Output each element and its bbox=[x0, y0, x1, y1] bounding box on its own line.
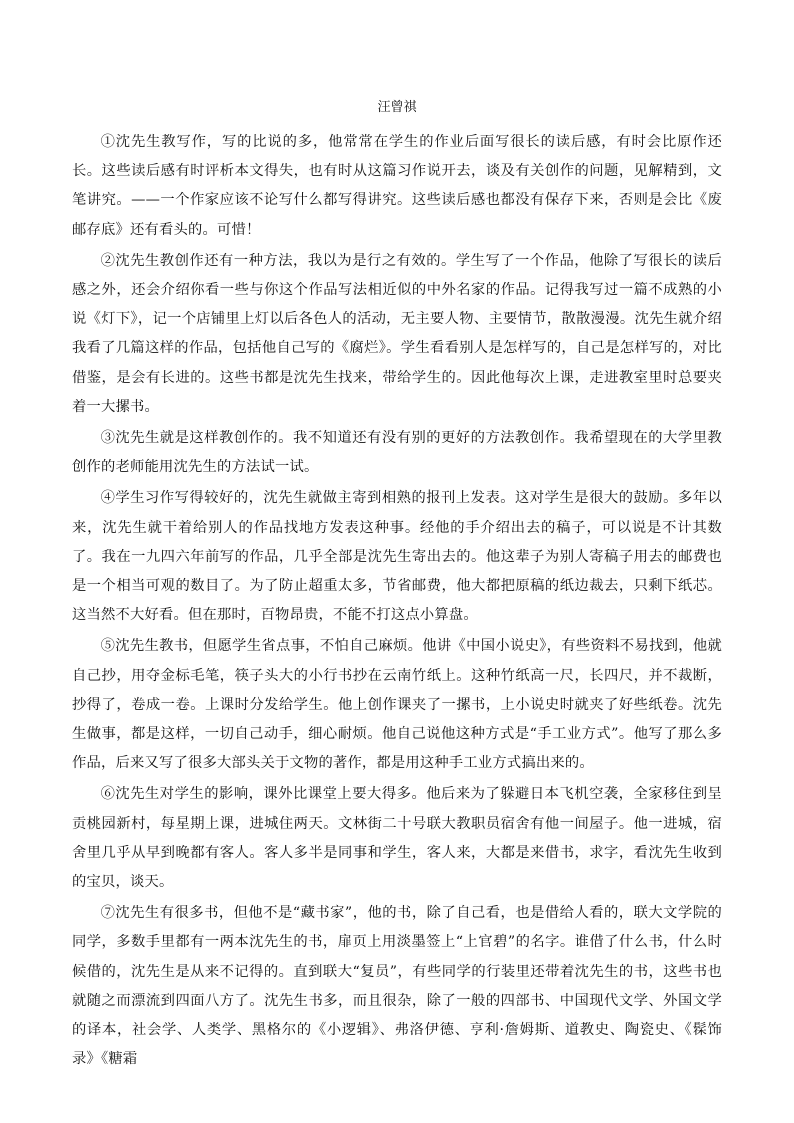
paragraph-2: ②沈先生教创作还有一种方法，我以为是行之有效的。学生写了一个作品，他除了写很长的读后感之外，还会介绍你看一些与你这个作品写法相近似的中外名家的作品。记得我写过一篇不成熟的小说《灯下》，记一个店铺里上灯以后各色人的活动，无主要人物、主要情节，散散漫漫。沈先生就介绍我看了几篇这样的作品，包括他自己写的《腐烂》。学生看看别人是怎样写的，自己是怎样写的，对比借鉴，是会有长进的。这些书都是沈先生找来，带给学生的。因此他每次上课，走进教室里时总要夹着一大摞书。 bbox=[72, 252, 722, 415]
paragraph-1: ①沈先生教写作，写的比说的多，他常常在学生的作业后面写很长的读后感，有时会比原作还长。这些读后感有时评析本文得失，也有时从这篇习作说开去，谈及有关创作的问题，见解精到，文笔讲究。——一个作家应该不论写什么都写得讲究。这些读后感也都没有保存下来，否则是会比《废邮存底》还有看头的。可惜！ bbox=[72, 134, 722, 238]
document-page bbox=[72, 96, 722, 1077]
paragraph-5: ⑤沈先生教书，但愿学生省点事，不怕自己麻烦。他讲《中国小说史》，有些资料不易找到，他就自己抄，用夺金标毛笔，筷子头大的小行书抄在云南竹纸上。这种竹纸高一尺，长四尺，并不裁断，抄得了，卷成一卷。上课时分发给学生。他上创作课夹了一摞书，上小说史时就夹了好些纸卷。沈先生做事，都是这样，一切自己动手，细心耐烦。他自己说他这种方式是“手工业方式”。他写了那么多作品，后来又写了很多大部头关于文物的著作，都是用这种手工业方式搞出来的。 bbox=[72, 638, 722, 772]
paragraph-3: ③沈先生就是这样教创作的。我不知道还有没有别的更好的方法教创作。我希望现在的大学里教创作的老师能用沈先生的方法试一试。 bbox=[72, 430, 722, 476]
paragraph-4: ④学生习作写得较好的，沈先生就做主寄到相熟的报刊上发表。这对学生是很大的鼓励。多年以来，沈先生就干着给别人的作品找地方发表这种事。经他的手介绍出去的稿子，可以说是不计其数了。我在一九四六年前写的作品，几乎全部是沈先生寄出去的。他这辈子为别人寄稿子用去的邮费也是一个相当可观的数目了。为了防止超重太多，节省邮费，他大都把原稿的纸边裁去，只剩下纸芯。这当然不大好看。但在那时，百物昂贵，不能不打这点小算盘。 bbox=[72, 490, 722, 624]
paragraph-6: ⑥沈先生对学生的影响，课外比课堂上要大得多。他后来为了躲避日本飞机空袭，全家移住到呈贡桃园新村，每星期上课，进城住两天。文林街二十号联大教职员宿舍有他一间屋子。他一进城，宿舍里几乎从早到晚都有客人。客人多半是同事和学生，客人来，大都是来借书，求字，看沈先生收到的宝贝，谈天。 bbox=[72, 786, 722, 891]
author-name: 汪曾祺 bbox=[377, 100, 417, 115]
paragraph-7: ⑦沈先生有很多书，但他不是“藏书家”，他的书，除了自己看，也是借给人看的，联大文学院的同学，多数手里都有一两本沈先生的书，扉页上用淡墨签上“上官碧”的名字。谁借了什么书，什么时候借的，沈先生是从来不记得的。直到联大“复员”，有些同学的行装里还带着沈先生的书，这些书也就随之而漂流到四面八方了。沈先生书多，而且很杂，除了一般的四部书、中国现代文学、外国文学的译本，社会学、人类学、黑格尔的《小逻辑》、弗洛伊德、亨利·詹姆斯、道教史、陶瓷史、《髹饰录》《糖霜 bbox=[72, 905, 722, 1068]
